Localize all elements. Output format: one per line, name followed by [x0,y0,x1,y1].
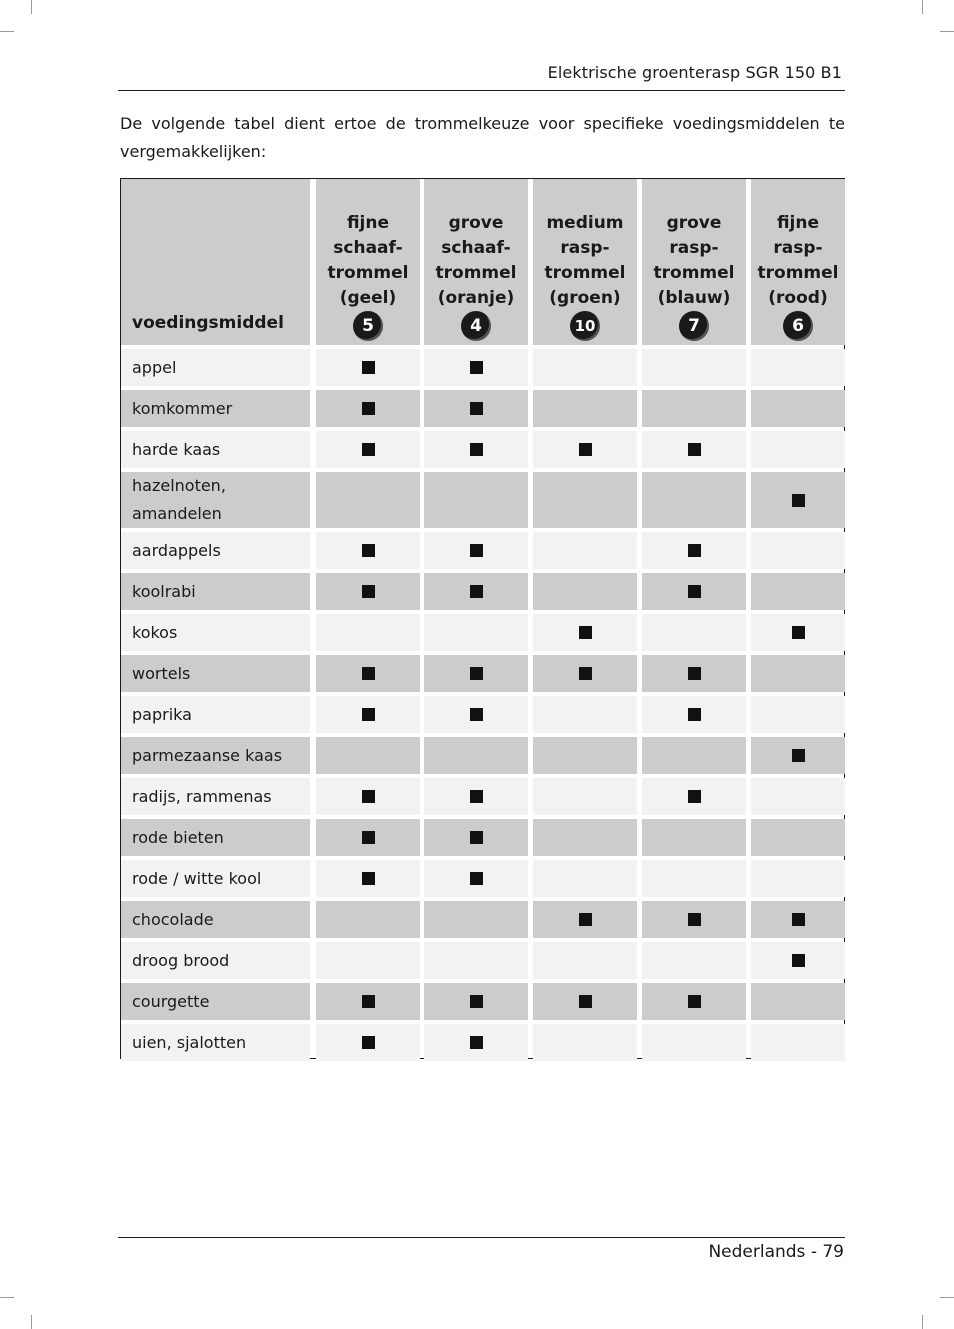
check-square-icon [470,443,483,456]
table-cell [316,942,420,979]
drum-number-badge: 10 [570,311,600,341]
table-cell [424,431,528,468]
column-header [424,179,528,345]
table-cell [642,655,746,692]
table-cell [316,655,420,692]
table-cell [533,901,637,938]
table-cell [751,1024,845,1061]
check-square-icon [362,790,375,803]
table-cell [642,1024,746,1061]
table-cell [316,778,420,815]
table-cell [751,655,845,692]
table-cell [642,472,746,528]
table-cell [642,573,746,610]
crop-mark [922,1315,923,1329]
check-square-icon [470,1036,483,1049]
table-cell [533,390,637,427]
table-cell [424,696,528,733]
table-cell [316,390,420,427]
table-cell [424,778,528,815]
table-cell [751,390,845,427]
table-cell [316,349,420,386]
column-header-label: fijne schaaf- trommel (geel) [327,213,409,308]
crop-mark [31,1315,32,1329]
check-square-icon [579,626,592,639]
row-label: komkommer [121,390,310,427]
table-cell [533,532,637,569]
crop-mark [940,31,954,32]
column-header [642,179,746,345]
check-square-icon [470,872,483,885]
column-header-label: medium rasp- trommel (groen) [544,213,626,308]
table-cell [642,696,746,733]
check-square-icon [579,913,592,926]
table-cell [751,696,845,733]
check-square-icon [688,995,701,1008]
check-square-icon [579,995,592,1008]
check-square-icon [470,544,483,557]
table-cell [751,349,845,386]
table-cell [424,1024,528,1061]
crop-mark [0,31,14,32]
row-label: wortels [121,655,310,692]
check-square-icon [470,361,483,374]
table-cell [424,942,528,979]
table-cell [533,860,637,897]
check-square-icon [579,443,592,456]
table-cell [424,860,528,897]
table-cell [751,431,845,468]
table-cell [751,983,845,1020]
table-cell [424,819,528,856]
table-cell [642,778,746,815]
table-cell [642,532,746,569]
column-header-label: fijne rasp- trommel (rood) [757,213,839,308]
check-square-icon [362,708,375,721]
intro-paragraph: De volgende tabel dient ertoe de trommelkeuze voor specifieke voedingsmiddelen te vergemakkelijken: [120,114,845,161]
page-number: Nederlands - 79 [708,1242,844,1262]
table-cell [316,983,420,1020]
table-cell [533,983,637,1020]
table-cell [533,655,637,692]
table-cell [316,431,420,468]
drum-selection-table [120,178,845,1059]
check-square-icon [688,443,701,456]
table-cell [751,778,845,815]
check-square-icon [688,585,701,598]
table-cell [751,614,845,651]
table-cell [533,819,637,856]
check-square-icon [362,402,375,415]
row-label: courgette [121,983,310,1020]
table-cell [316,614,420,651]
document-title: Elektrische groenterasp SGR 150 B1 [547,63,842,82]
table-cell [316,696,420,733]
check-square-icon [688,667,701,680]
check-square-icon [688,913,701,926]
check-square-icon [579,667,592,680]
table-cell [642,349,746,386]
check-square-icon [792,913,805,926]
crop-mark [922,0,923,14]
table-cell [751,532,845,569]
table-cell [533,472,637,528]
row-label: droog brood [121,942,310,979]
check-square-icon [688,708,701,721]
table-cell [751,819,845,856]
table-cell [751,942,845,979]
column-header [533,179,637,345]
table-cell [533,614,637,651]
table-cell [424,901,528,938]
check-square-icon [470,831,483,844]
table-cell [424,390,528,427]
row-label: harde kaas [121,431,310,468]
row-label: radijs, rammenas [121,778,310,815]
row-label: koolrabi [121,573,310,610]
table-cell [642,614,746,651]
check-square-icon [470,708,483,721]
drum-number-badge: 4 [461,311,491,341]
table-cell [316,737,420,774]
check-square-icon [688,544,701,557]
table-cell [533,778,637,815]
row-label: kokos [121,614,310,651]
row-label: appel [121,349,310,386]
row-label: rode / witte kool [121,860,310,897]
check-square-icon [470,402,483,415]
table-cell [751,737,845,774]
row-label: chocolade [121,901,310,938]
check-square-icon [362,995,375,1008]
check-square-icon [792,494,805,507]
check-square-icon [362,872,375,885]
table-cell [424,349,528,386]
check-square-icon [470,995,483,1008]
table-cell [533,737,637,774]
check-square-icon [362,443,375,456]
table-cell [642,819,746,856]
table-cell [751,573,845,610]
column-header [751,179,845,345]
table-cell [424,472,528,528]
table-cell [533,942,637,979]
crop-mark [31,0,32,14]
drum-number-badge: 7 [679,311,709,341]
table-cell [533,349,637,386]
table-cell [316,532,420,569]
table-cell [316,472,420,528]
table-cell [642,390,746,427]
table-cell [642,942,746,979]
table-cell [424,983,528,1020]
drum-number-badge: 5 [353,311,383,341]
table-cell [642,431,746,468]
table-cell [533,431,637,468]
header-voedingsmiddel: voedingsmiddel [121,179,310,345]
check-square-icon [792,749,805,762]
footer-rule [118,1237,845,1238]
table-cell [424,737,528,774]
crop-mark [0,1297,14,1298]
table-cell [316,1024,420,1061]
check-square-icon [470,667,483,680]
table-cell [533,1024,637,1061]
table-cell [751,901,845,938]
check-square-icon [362,667,375,680]
table-cell [316,860,420,897]
table-cell [533,696,637,733]
table-cell [424,614,528,651]
table-cell [533,573,637,610]
check-square-icon [362,1036,375,1049]
check-square-icon [688,790,701,803]
crop-mark [940,1297,954,1298]
row-label: parmezaanse kaas [121,737,310,774]
column-header [316,179,420,345]
table-cell [751,860,845,897]
row-label: uien, sjalotten [121,1024,310,1061]
table-cell [642,983,746,1020]
table-cell [316,901,420,938]
table-cell [316,573,420,610]
table-cell [642,737,746,774]
table-cell [316,819,420,856]
column-header-label: grove rasp- trommel (blauw) [653,213,735,308]
check-square-icon [792,626,805,639]
table-cell [751,472,845,528]
row-label: aardappels [121,532,310,569]
drum-number-badge: 6 [783,311,813,341]
table-cell [424,573,528,610]
header-rule [118,90,845,91]
table-cell [424,655,528,692]
check-square-icon [362,361,375,374]
table-cell [642,860,746,897]
check-square-icon [362,585,375,598]
table-cell [642,901,746,938]
check-square-icon [362,544,375,557]
row-label: hazelnoten, amandelen [121,472,310,528]
column-header-label: grove schaaf- trommel (oranje) [435,213,517,308]
row-label: rode bieten [121,819,310,856]
check-square-icon [470,585,483,598]
row-label: paprika [121,696,310,733]
check-square-icon [792,954,805,967]
check-square-icon [470,790,483,803]
table-cell [424,532,528,569]
check-square-icon [362,831,375,844]
